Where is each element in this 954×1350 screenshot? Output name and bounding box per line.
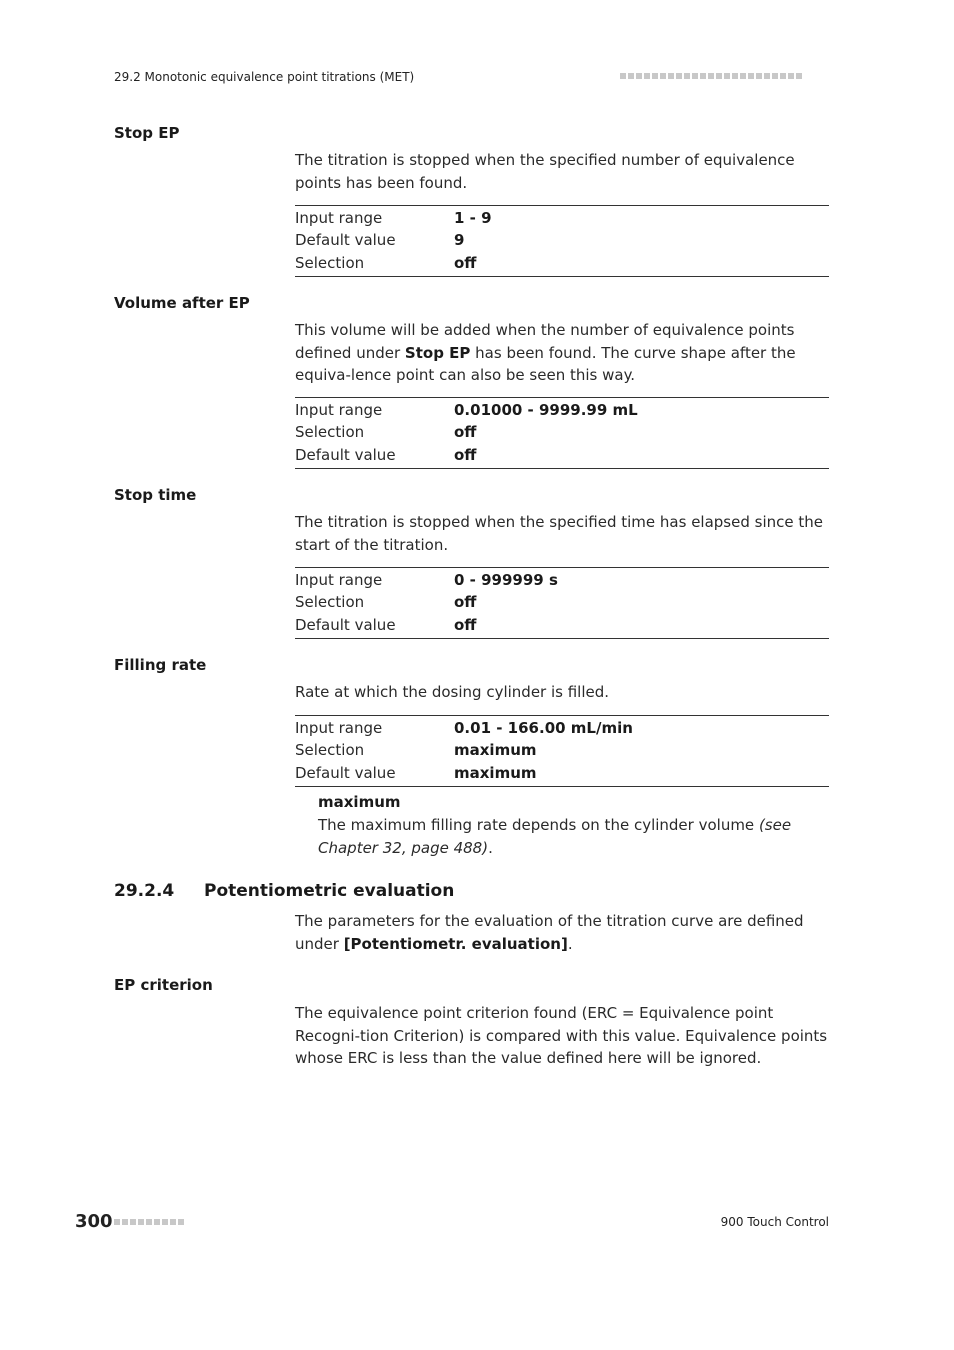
table-row [295,444,829,466]
param-label-filling-rate: Filling rate [114,656,207,674]
section-number: 29.2.4 [114,881,175,901]
param-desc-stop-time: The titration is stopped when the specified time has elapsed since the start of the titration. [295,513,823,554]
table-row [295,399,829,421]
row-key: Default value [295,231,396,250]
param-label-stop-time: Stop time [114,486,197,504]
header-decoration [620,73,802,79]
menu-reference: [Potentiometr. evaluation] [343,934,568,953]
running-header: 29.2 Monotonic equivalence point titrations (MET) [114,70,415,84]
param-label-stop-ep: Stop EP [114,124,180,142]
param-table-volume-after-ep [295,397,829,469]
desc-text: This volume will be added when the number of equivalence points defined under [295,321,795,362]
param-desc-volume-after-ep [295,319,830,387]
row-value: maximum [454,763,537,782]
desc-bold-ref: Stop EP [404,343,471,362]
section-title: Potentiometric evaluation [204,881,455,901]
option-desc-maximum [318,814,830,859]
row-key: Default value [295,763,396,782]
row-key: Selection [295,741,365,760]
product-name: 900 Touch Control [720,1215,829,1229]
page-number: 300 [75,1211,113,1232]
param-label-ep-criterion: EP criterion [114,976,213,994]
param-label-volume-after-ep: Volume after EP [114,294,250,312]
row-key: Input range [295,571,383,590]
row-value: 0 - 999999 s [454,571,558,590]
param-table-stop-ep [295,205,829,277]
section-heading [114,881,454,901]
table-row [295,591,829,613]
table-row [295,421,829,443]
desc-text: The parameters for the evaluation of the titration curve are defined under [295,912,804,953]
table-row [295,717,829,739]
desc-text: has been found. The curve shape after the equiva-lence point can also be seen this way. [295,343,796,384]
desc-text: . [488,838,493,857]
param-desc-filling-rate: Rate at which the dosing cylinder is filled. [295,683,610,701]
row-key: Selection [295,423,365,442]
option-term-maximum: maximum [318,793,401,811]
row-value: 0.01 - 166.00 mL/min [454,719,633,738]
param-desc-stop-ep: The titration is stopped when the specified number of equivalence points has been found. [295,151,795,192]
row-key: Selection [295,593,365,612]
param-desc-ep-criterion: The equivalence point criterion found (ERC = Equivalence point Recogni-tion Criterion) is compared with this value. Equivalence points whose ERC is less than the value defined here will be ignored. [295,1004,828,1067]
row-value: 1 - 9 [454,209,492,228]
row-value: off [454,423,477,442]
row-value: maximum [454,741,537,760]
table-row [295,762,829,784]
row-value: 9 [454,231,465,250]
row-value: off [454,593,477,612]
table-row [295,569,829,591]
row-value: off [454,253,477,272]
table-row [295,614,829,636]
param-table-stop-time [295,567,829,639]
table-row [295,229,829,251]
row-key: Default value [295,445,396,464]
row-key: Input range [295,401,383,420]
row-value: 0.01000 - 9999.99 mL [454,401,638,420]
footer-decoration [114,1219,184,1225]
param-table-filling-rate [295,715,829,787]
desc-text: The maximum filling rate depends on the cylinder volume [318,816,759,834]
row-value: off [454,615,477,634]
row-key: Input range [295,209,383,228]
table-row [295,739,829,761]
row-key: Selection [295,253,365,272]
table-row [295,207,829,229]
chapter-reference-link[interactable]: (see Chapter 32, page 488) [318,816,792,857]
section-intro [295,910,830,955]
desc-text: . [567,934,573,953]
row-key: Input range [295,719,383,738]
row-value: off [454,445,477,464]
row-key: Default value [295,615,396,634]
table-row [295,252,829,274]
